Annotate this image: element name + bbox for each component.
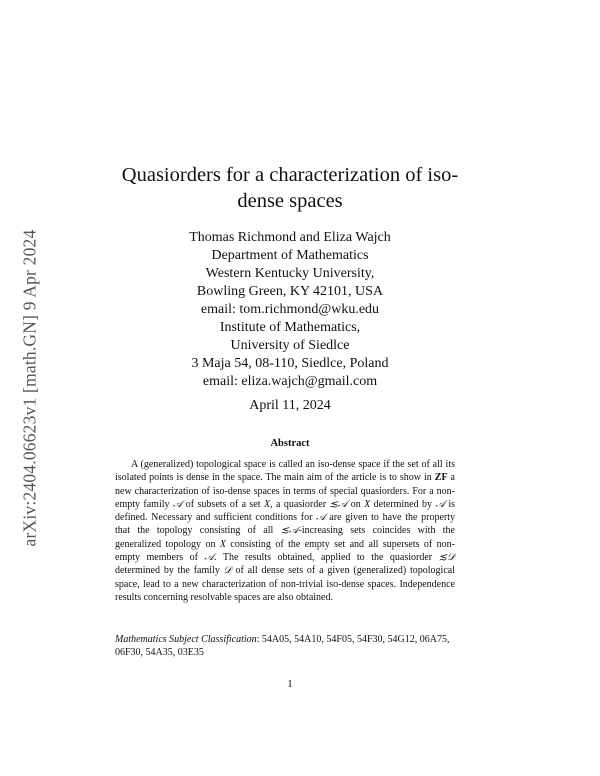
- abstract-zf: ZF: [434, 472, 448, 484]
- math-quasiorder-a: ≲𝒜: [280, 525, 299, 537]
- abstract-segment: consisting of the empty set and all supersets of non-empty members of: [115, 538, 455, 564]
- subject-classification: [115, 633, 460, 660]
- affiliation-university-2: University of Siedlce: [230, 338, 350, 353]
- author-email-2: email: eliza.wajch@gmail.com: [202, 374, 378, 389]
- abstract-text: [115, 458, 455, 604]
- affiliation-university-1: Western Kentucky University,: [205, 266, 375, 281]
- abstract-segment: determined by: [370, 498, 436, 510]
- math-set-x: X: [263, 498, 271, 510]
- math-quasiorder-a: ≲𝒜: [329, 498, 348, 510]
- math-family-d: 𝒟: [223, 565, 232, 577]
- abstract-segment: . The results obtained, applied to the quasiorder: [214, 552, 439, 564]
- abstract-segment: on: [347, 498, 365, 510]
- page-number: 1: [287, 678, 293, 690]
- abstract-segment: determined by the family: [115, 565, 224, 577]
- math-family-a: 𝒜: [435, 498, 445, 510]
- abstract-segment: are given to have the property that the topology consisting of all: [115, 512, 455, 537]
- abstract-segment: of all dense sets of a given (generalized) topological space, lead to a new characterization of non-trivial iso-dense spaces. Independence results concerning resolvable spaces are also obtained.: [115, 565, 455, 603]
- abstract-segment: a new characterization of iso-dense spaces in terms of special quasiorders. For a non-empty family: [115, 472, 455, 510]
- math-family-a: 𝒜: [316, 512, 326, 524]
- math-family-a: 𝒜: [172, 498, 183, 510]
- paper-date: April 11, 2024: [249, 398, 331, 413]
- affiliation-address-1: Bowling Green, KY 42101, USA: [196, 284, 384, 299]
- math-quasiorder-d: ≲𝒟: [438, 552, 456, 564]
- affiliation-department-2: Institute of Mathematics,: [219, 320, 361, 335]
- author-affiliation-block: [110, 229, 470, 391]
- arxiv-identifier-stamp: arXiv:2404.06623v1 [math.GN] 9 Apr 2024: [19, 229, 40, 547]
- abstract-heading: Abstract: [270, 438, 310, 449]
- msc-label: Mathematics Subject Classification: [115, 634, 257, 645]
- abstract-segment: of subsets of a set: [182, 498, 264, 510]
- abstract-segment: , a quasiorder: [270, 498, 330, 510]
- abstract-segment: A (generalized) topological space is called an iso-dense space if the set of all its isolated points is dense in the space. The main aim of the article is to show in: [115, 459, 455, 484]
- math-set-x: X: [219, 538, 226, 550]
- author-names: Thomas Richmond and Eliza Wajch: [189, 230, 391, 245]
- msc-codes: : 54A05, 54A10, 54F05, 54F30, 54G12, 06A75, 06F30, 54A35, 03E35: [115, 634, 450, 659]
- math-set-x: X: [364, 498, 371, 510]
- abstract-segment: -increasing sets coincides with the generalized topology on: [115, 525, 455, 550]
- affiliation-address-2: 3 Maja 54, 08-110, Siedlce, Poland: [191, 356, 389, 371]
- abstract-segment: is defined. Necessary and sufficient conditions for: [115, 498, 456, 524]
- author-email-1: email: tom.richmond@wku.edu: [200, 302, 380, 317]
- math-family-a: 𝒜: [204, 552, 214, 564]
- paper-title: Quasiorders for a characterization of iso-dense spaces: [121, 164, 459, 212]
- affiliation-department-1: Department of Mathematics: [211, 248, 369, 263]
